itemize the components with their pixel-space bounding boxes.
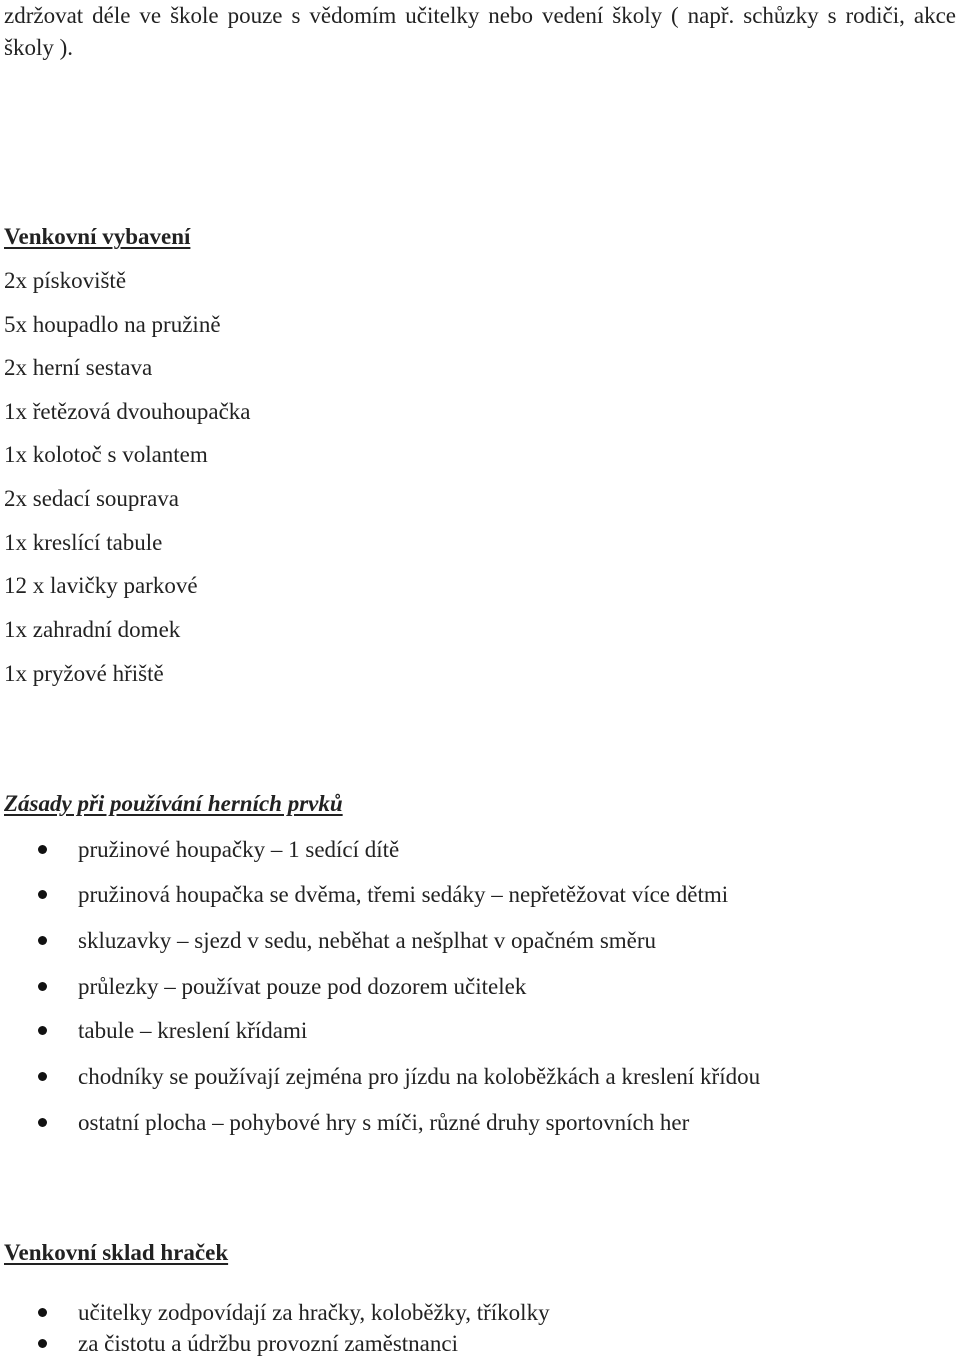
equipment-item: 1x řetězová dvouhoupačka bbox=[4, 399, 251, 424]
bullet-icon bbox=[38, 982, 47, 991]
equipment-item: 2x herní sestava bbox=[4, 355, 153, 380]
rules-item-text: skluzavky – sjezd v sedu, neběhat a nešplhat v opačném směru bbox=[78, 928, 657, 953]
equipment-item: 1x zahradní domek bbox=[4, 617, 181, 642]
equipment-item: 12 x lavičky parkové bbox=[4, 573, 198, 598]
rules-item-text: pružinová houpačka se dvěma, třemi sedáky – nepřetěžovat více dětmi bbox=[78, 882, 729, 907]
rules-item-text: tabule – kreslení křídami bbox=[78, 1018, 308, 1043]
bullet-icon bbox=[38, 1118, 47, 1127]
bullet-icon bbox=[38, 890, 47, 899]
bullet-icon bbox=[38, 1339, 47, 1348]
equipment-item: 1x kolotoč s volantem bbox=[4, 442, 208, 467]
rules-item-text: ostatní plocha – pohybové hry s míči, různé druhy sportovních her bbox=[78, 1110, 690, 1135]
equipment-item: 5x houpadlo na pružině bbox=[4, 312, 221, 337]
bullet-icon bbox=[38, 1026, 47, 1035]
intro-paragraph: zdržovat déle ve škole pouze s vědomím učitelky nebo vedení školy ( např. schůzky s rodiči, akce školy ). bbox=[4, 3, 956, 60]
equipment-item: 1x kreslící tabule bbox=[4, 530, 163, 555]
bullet-icon bbox=[38, 1072, 47, 1081]
bullet-icon bbox=[38, 845, 47, 854]
rules-item-text: průlezky – používat pouze pod dozorem učitelek bbox=[78, 974, 527, 999]
storage-item-text: učitelky zodpovídají za hračky, koloběžky, tříkolky bbox=[78, 1300, 550, 1325]
rules-item-text: chodníky se používají zejména pro jízdu na koloběžkách a kreslení křídou bbox=[78, 1064, 761, 1089]
storage-heading: Venkovní sklad hraček bbox=[4, 1240, 229, 1265]
bullet-icon bbox=[38, 936, 47, 945]
equipment-heading: Venkovní vybavení bbox=[4, 224, 191, 249]
rules-heading: Zásady při používání herních prvků bbox=[4, 791, 343, 816]
equipment-item: 2x pískoviště bbox=[4, 268, 127, 293]
equipment-item: 1x pryžové hřiště bbox=[4, 661, 164, 686]
storage-item-text: za čistotu a údržbu provozní zaměstnanci bbox=[78, 1331, 458, 1356]
equipment-item: 2x sedací souprava bbox=[4, 486, 179, 511]
rules-item-text: pružinové houpačky – 1 sedící dítě bbox=[78, 837, 400, 862]
bullet-icon bbox=[38, 1308, 47, 1317]
